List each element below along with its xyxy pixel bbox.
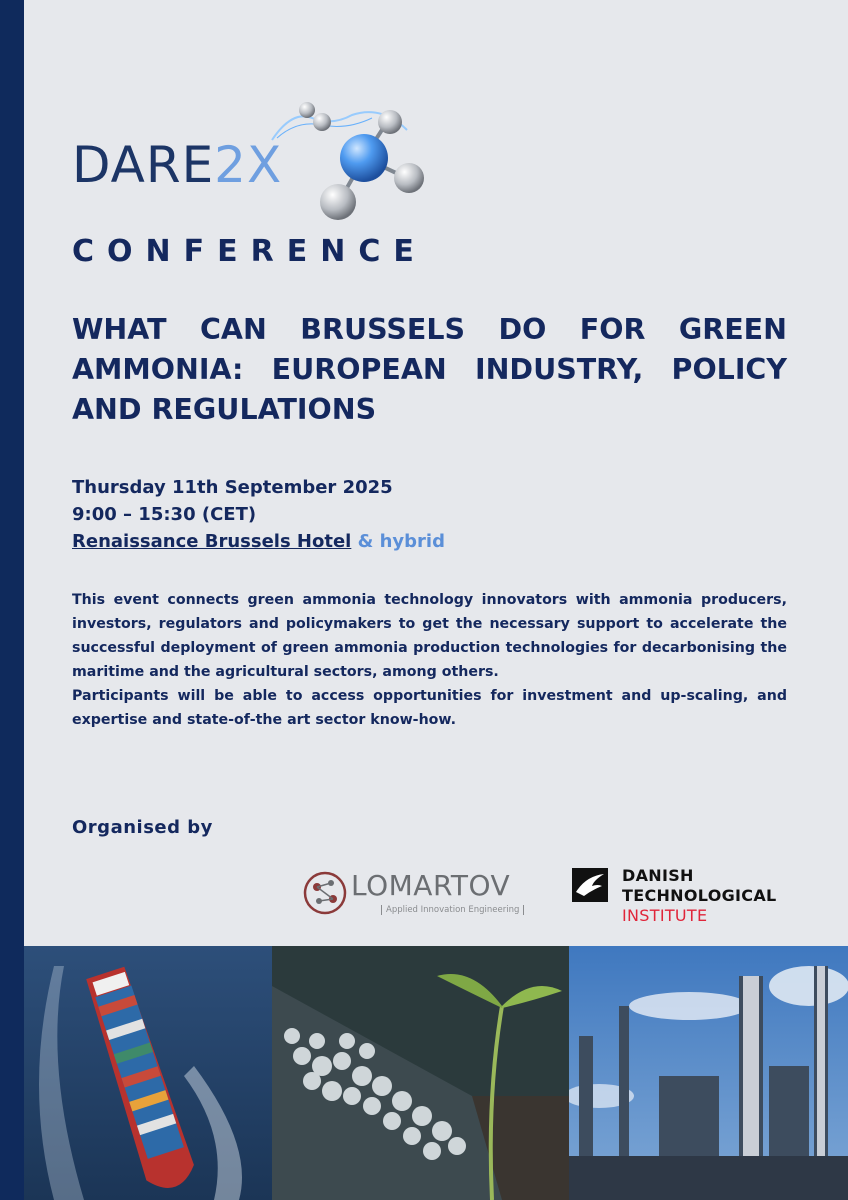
event-type-heading: CONFERENCE [72, 234, 427, 269]
organised-by-label: Organised by [72, 817, 213, 838]
event-location [72, 528, 445, 555]
description-paragraph-2: Participants will be able to access opportunities for investment and up-scaling, and expertise and state-of-the art sector know-how. [72, 688, 787, 728]
event-format: & hybrid [357, 531, 445, 552]
left-accent-bar [0, 0, 24, 1200]
lomartov-emblem-icon [303, 869, 347, 917]
lomartov-tagline: Applied Innovation Engineering [381, 905, 524, 915]
dti-name-line-2: TECHNOLOGICAL [622, 886, 777, 905]
event-details [72, 474, 445, 555]
dti-bird-icon [572, 868, 608, 902]
conference-title: WHAT CAN BRUSSELS DO FOR GREEN AMMONIA: EUROPEAN INDUSTRY, POLICY AND REGULATIONS [72, 313, 787, 426]
event-time: 9:00 – 15:30 (CET) [72, 504, 257, 525]
venue-link[interactable]: Renaissance Brussels Hotel [72, 531, 352, 552]
lomartov-name: LOMARTOV [351, 869, 511, 902]
description-paragraph-1: This event connects green ammonia technology innovators with ammonia producers, investors, regulators and policymakers to get the necessary support to accelerate the successful deployment of green ammonia production technologies for decarbonising the maritime and the agricultural sectors, among others. [72, 592, 787, 680]
fertilizer-sprout-photo [272, 946, 569, 1200]
event-description [72, 588, 787, 732]
event-date: Thursday 11th September 2025 [72, 477, 393, 498]
photo-strip [24, 946, 848, 1200]
dti-name-line-1: DANISH [622, 866, 694, 885]
molecule-icon [252, 100, 432, 225]
container-ship-photo [24, 946, 272, 1200]
lomartov-logo [303, 865, 553, 925]
dare2x-logo [72, 100, 432, 225]
logo-wordmark: DARE2X [72, 136, 283, 194]
dti-name-line-3: INSTITUTE [622, 906, 708, 925]
industrial-plant-photo [569, 946, 848, 1200]
dti-logo [572, 866, 822, 926]
